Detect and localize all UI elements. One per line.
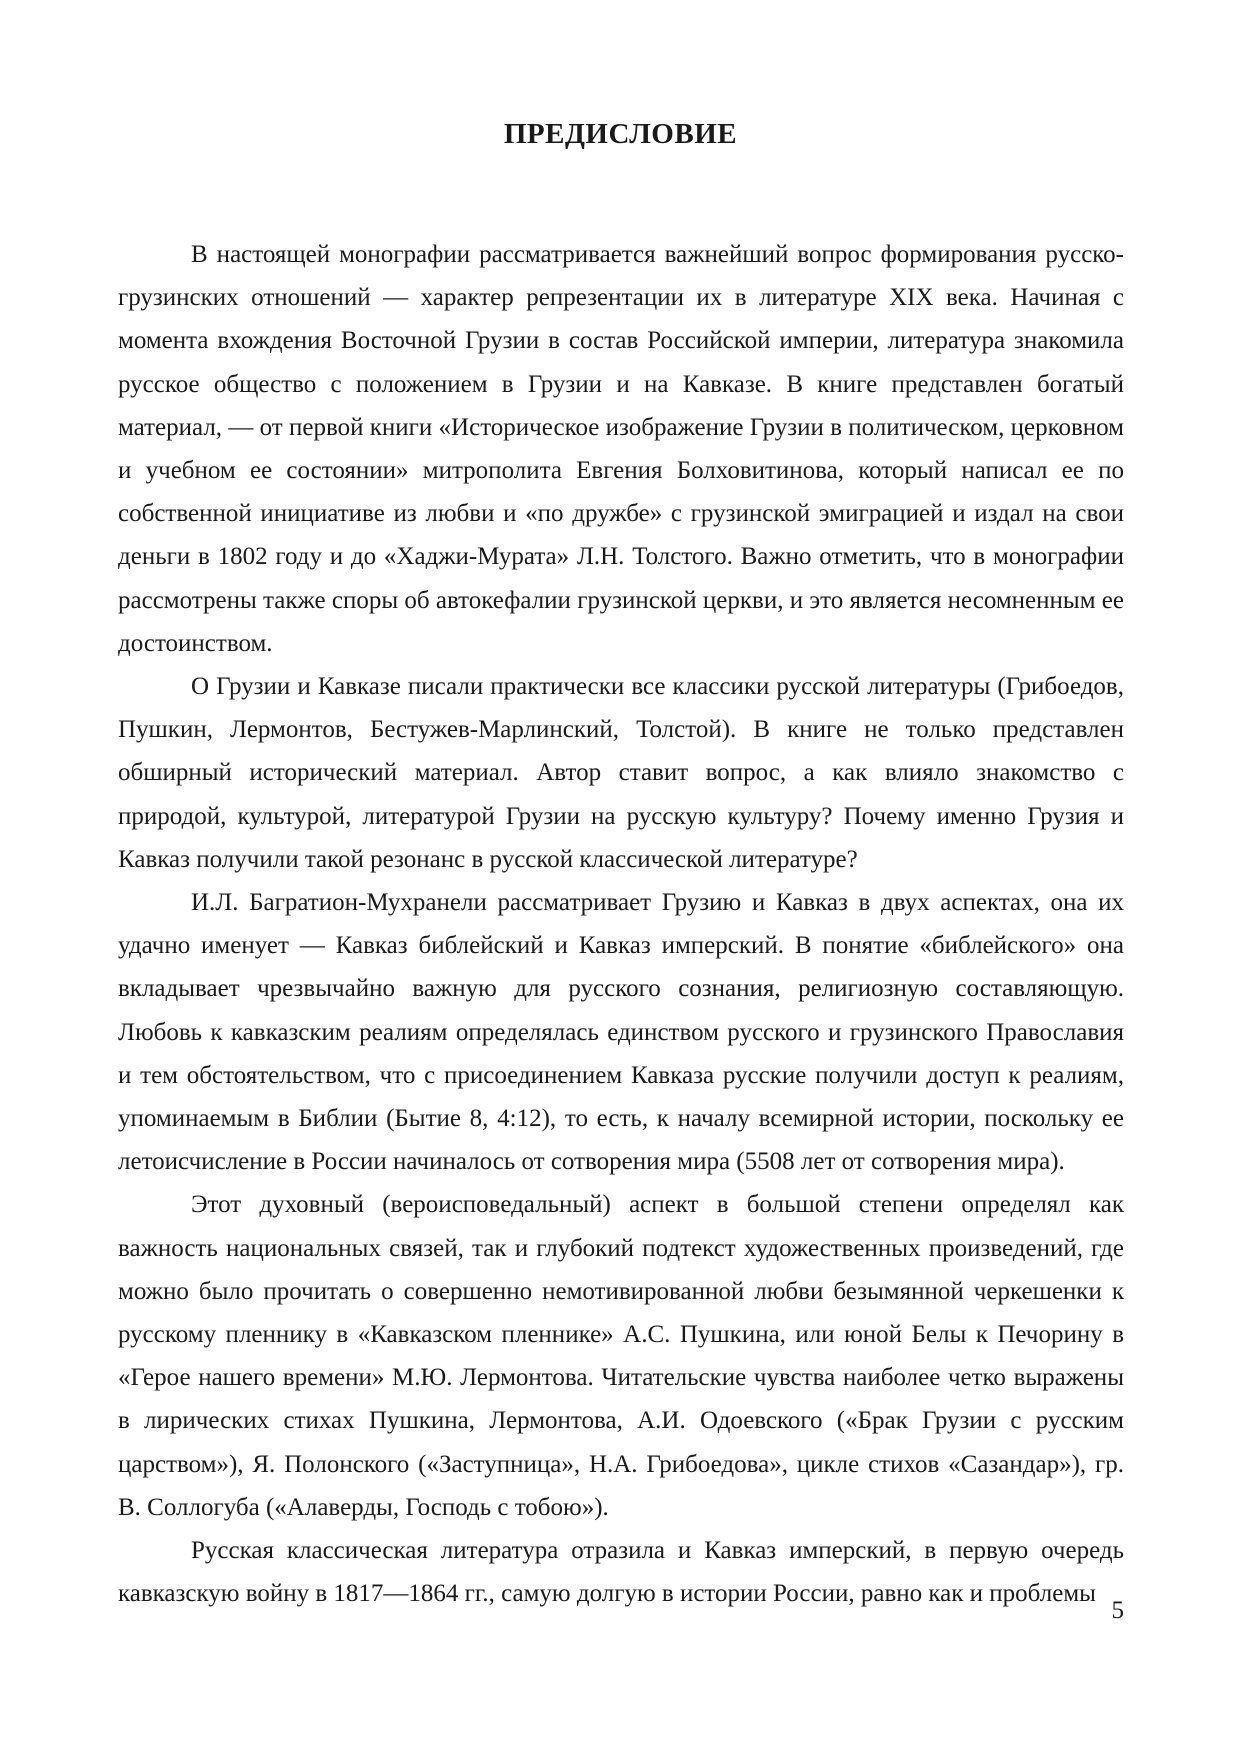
paragraph-2: О Грузии и Кавказе писали практически все классики русской литературы (Грибоедов, Пушкин, Лермонтов, Бестужев-Марлинский, Толстой). В книге не только представлен обширный исторический материал. Автор ставит вопрос, а как влияло знакомство с природой, культурой, литературой Грузии на русскую культуру? Почему именно Грузия и Кавказ получили такой резонанс в русской классической литературе?	[118, 673, 1124, 873]
paragraph-3: И.Л. Багратион-Мухранели рассматривает Грузию и Кавказ в двух аспектах, она их удачно именует — Кавказ библейский и Кавказ имперский. В понятие «библейского» она вкладывает чрезвычайно важную для русского сознания, религиозную составляющую. Любовь к кавказским реалиям определялась единством русского и грузинского Православия и тем обстоятельством, что с присоединением Кавказа русские получили доступ к реалиям, упоминаемым в Библии (Бытие 8, 4:12), то есть, к началу всемирной истории, поскольку ее летоисчисление в России начиналось от сотворения мира (5508 лет от сотворения мира).	[118, 889, 1124, 1176]
page-title: ПРЕДИСЛОВИЕ	[503, 118, 738, 150]
body-text	[118, 233, 1124, 1616]
paragraph-4: Этот духовный (вероисповедальный) аспект в большой степени определял как важность национальных связей, так и глубокий подтекст художественных произведений, где можно было прочитать о совершенно немотивированной любви безымянной черкешенки к русскому пленнику в «Кавказском пленнике» А.С. Пушкина, или юной Белы к Печорину в «Герое нашего времени» М.Ю. Лермонтова. Читательские чувства наиболее четко выражены в лирических стихах Пушкина, Лермонтова, А.И. Одоевского («Брак Грузии с русским царством»), Я. Полонского («Заступница», Н.А. Грибоедова», цикле стихов «Сазандар»), гр. В. Соллогуба («Алаверды, Господь с тобою»).	[118, 1191, 1124, 1521]
page-number: 5	[1111, 1597, 1124, 1624]
paragraph-1: В настоящей монографии рассматривается важнейший вопрос формирования русско-грузинских отношений — характер репрезентации их в литературе XIX века. Начиная с момента вхождения Восточной Грузии в состав Российской империи, литература знакомила русское общество с положением в Грузии и на Кавказе. В книге представлен богатый материал, — от первой книги «Историческое изображение Грузии в политическом, церковном и учебном ее состоянии» митрополита Евгения Болховитинова, который написал ее по собственной инициативе из любви и «по дружбе» с грузинской эмиграцией и издал на свои деньги в 1802 году и до «Хаджи-Мурата» Л.Н. Толстого. Важно отметить, что в монографии рассмотрены также споры об автокефалии грузинской церкви, и это является несомненным ее достоинством.	[118, 241, 1124, 657]
paragraph-5: Русская классическая литература отразила и Кавказ имперский, в первую очередь кавказскую войну в 1817—1864 гг., самую долгую в истории России, равно как и проблемы	[118, 1537, 1124, 1608]
